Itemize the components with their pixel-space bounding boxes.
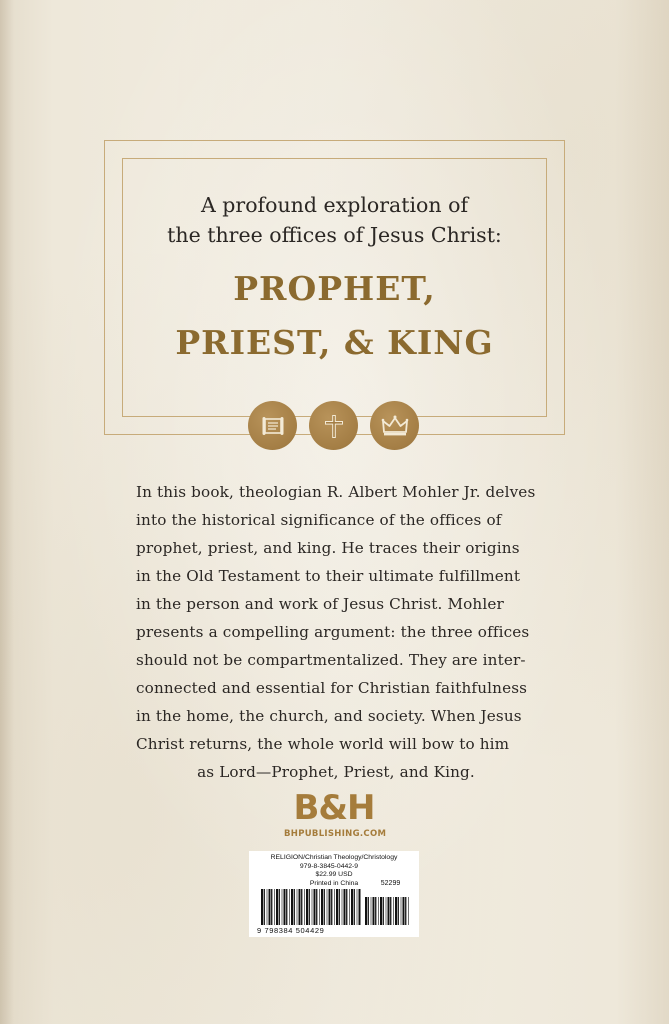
book-title [122,262,547,370]
barcode-bar [334,889,335,925]
barcode-bar [269,889,271,925]
scroll-icon [248,401,297,450]
price: $22.99 USD [315,871,353,878]
barcode-bar [351,889,353,925]
barcode-bar [371,897,372,925]
description-line: connected and essential for Christian faithfulness [136,679,528,697]
barcode-bar [368,897,369,925]
barcode-bar [264,889,265,925]
barcode-bar [261,889,263,925]
barcode-bar [267,889,268,925]
bisac-category: RELIGION/Christian Theology/Christology [270,854,398,861]
description-line: into the historical significance of the offices of [136,511,502,529]
barcode-bar [329,889,331,925]
barcode-bar [297,889,298,925]
barcode-bar [365,897,367,925]
barcode-bar [282,889,283,925]
publisher-url: BHPUBLISHING.COM [284,829,387,839]
addon-number: 52299 [380,880,401,887]
description-line: should not be compartmentalized. They are inter- [136,651,526,669]
barcode-bar [354,889,355,925]
cross-icon [309,401,358,450]
description-line: Christ returns, the whole world will bow to him [136,735,510,753]
book-description [136,478,536,786]
barcode-bar [276,889,278,925]
publisher-logo [284,788,387,840]
barcode-bar [274,889,275,925]
printed-in: Printed in China [309,879,359,887]
barcode-bar [312,889,313,925]
barcode-bar [306,889,308,925]
description-line: as Lord—Prophet, Priest, and King. [197,763,475,781]
isbn-price-row [249,863,419,880]
barcode-bar [331,889,332,925]
description-line: presents a compelling argument: the three offices [136,623,530,641]
barcode-bar [299,889,301,925]
barcode-bar [339,889,340,925]
barcode-bar [401,897,402,925]
barcode-digits: 9 798384 504429 [257,926,325,935]
barcode-bar [321,889,323,925]
barcode-bar [359,889,361,925]
description-line: in the home, the church, and society. When Jesus [136,707,522,725]
barcode-bar [324,889,325,925]
barcode-bar [301,889,302,925]
description-line: in the person and work of Jesus Christ. Mohler [136,595,504,613]
barcode-bar [327,889,328,925]
barcode-bar [319,889,320,925]
barcode-bar [279,889,280,925]
barcode-bar [375,897,376,925]
barcode-bar [395,897,397,925]
publisher-logo-mark: B&H [293,788,375,828]
barcode-bar [271,889,272,925]
barcode-bar [386,897,387,925]
offices-icons [248,401,422,451]
barcode-bar [390,897,391,925]
barcode-bar [286,889,287,925]
barcode-bar [388,897,390,925]
title-line-2: PRIEST, & KING [175,323,494,362]
barcode-bar [344,889,346,925]
barcode-bar [291,889,293,925]
barcode-bar [336,889,338,925]
tagline-line-1: A profound exploration of [200,193,469,217]
barcode-bar [403,897,405,925]
ean-barcode [261,889,361,925]
barcode-bar [349,889,350,925]
addon-barcode [365,897,409,925]
barcode-bar [357,889,358,925]
barcode-bar [408,897,409,925]
barcode-bar [316,889,317,925]
barcode-bar [373,897,375,925]
crown-icon [370,401,419,450]
barcode-bar [378,897,379,925]
barcode-bar [314,889,316,925]
barcode-bar [383,897,384,925]
barcode-bar [304,889,305,925]
barcode-bar [309,889,310,925]
barcode-bar [289,889,290,925]
tagline-line-2: the three offices of Jesus Christ: [167,223,502,247]
description-line: in the Old Testament to their ultimate fulfillment [136,567,521,585]
title-line-1: PROPHET, [233,269,436,308]
description-line: prophet, priest, and king. He traces their origins [136,539,520,557]
barcode-bar [346,889,347,925]
barcode-bar [393,897,394,925]
tagline [122,190,547,250]
barcode-bar [294,889,295,925]
barcode-bar [398,897,399,925]
barcode-bar [342,889,343,925]
isbn: 979-8-3845-0442-9 [299,862,359,870]
barcode-block [249,851,419,937]
description-line: In this book, theologian R. Albert Mohler Jr. delves [136,483,536,501]
barcode-bar [380,897,382,925]
spine-shadow [0,0,14,1024]
barcode-bar [405,897,406,925]
barcode-bar [284,889,286,925]
